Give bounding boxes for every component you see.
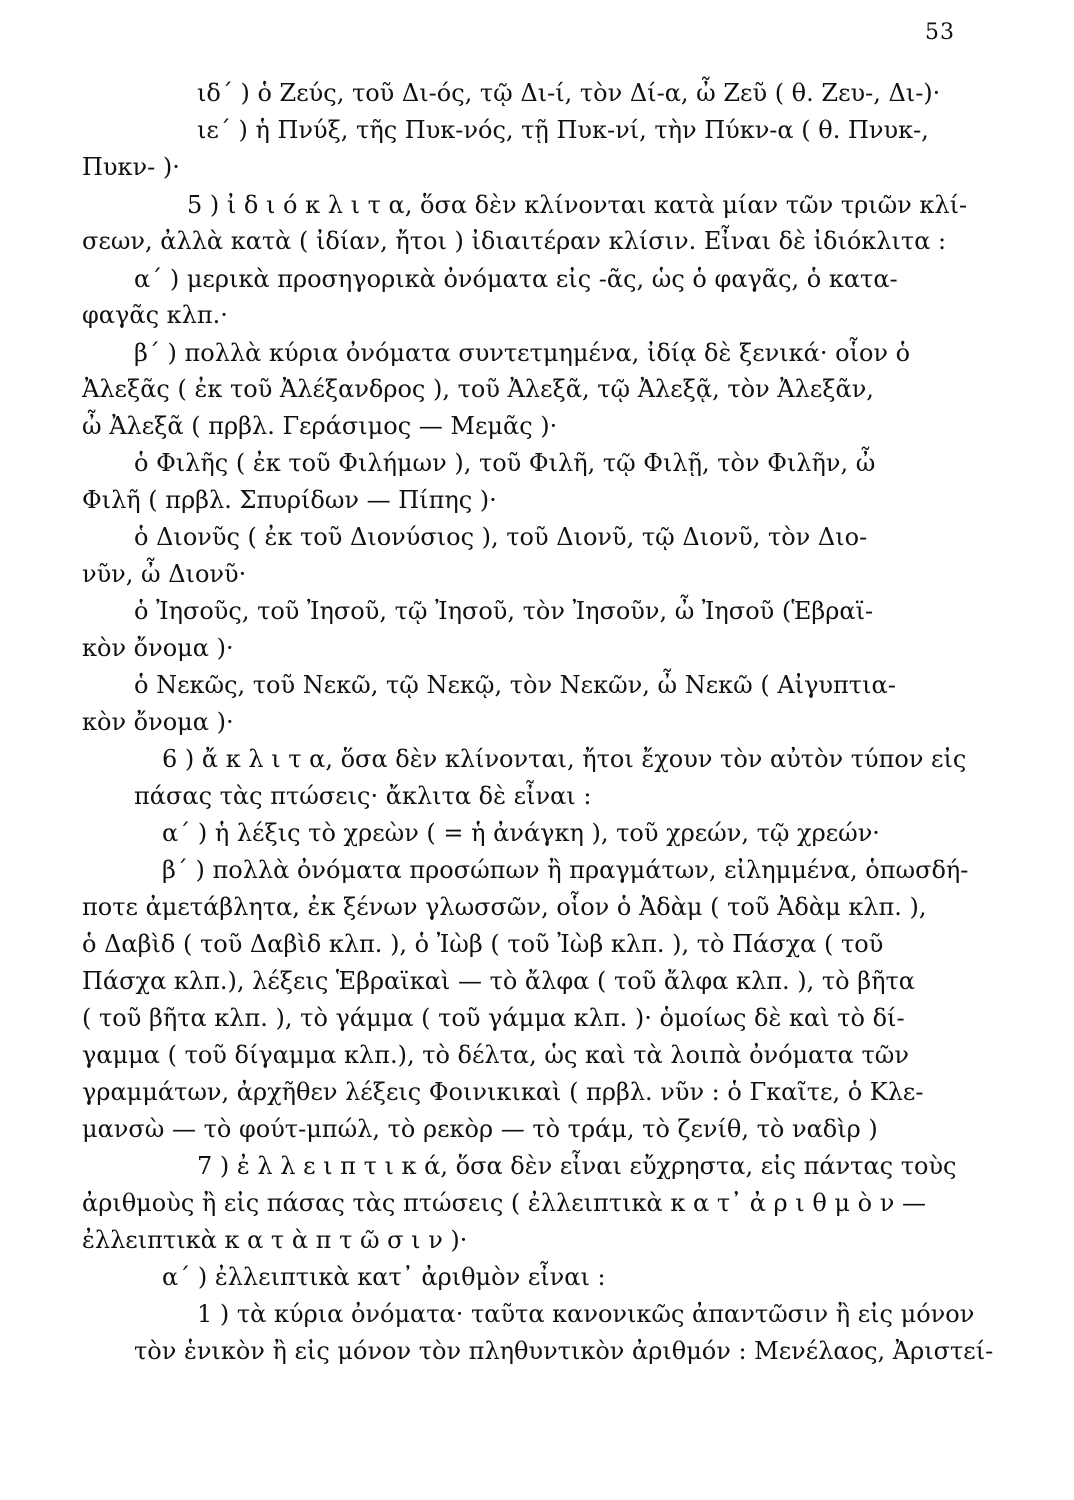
text-line: β΄ ) πολλὰ ὀνόματα προσώπων ἢ πραγμάτων, εἰλημμένα, ὁπωσδή- [162, 856, 969, 884]
text-line: γραμμάτων, ἀρχῆθεν λέξεις Φοινικικαὶ ( πρβλ. νῦν : ὁ Γκαῖτε, ὁ Κλε- [82, 1078, 924, 1106]
text-line: ἀριθμοὺς ἢ εἰς πάσας τὰς πτώσεις ( ἐλλειπτικὰ κ α τ᾽ ἀ ρ ι θ μ ὸ ν — [82, 1189, 926, 1217]
text-line: γαμμα ( τοῦ δίγαμμα κλπ.), τὸ δέλτα, ὡς καὶ τὰ λοιπὰ ὀνόματα τῶν [82, 1041, 909, 1069]
text-line: ὁ Διονῦς ( ἐκ τοῦ Διονύσιος ), τοῦ Διονῦ, τῷ Διονῦ, τὸν Διο- [134, 523, 868, 551]
text-line: ποτε ἀμετάβλητα, ἐκ ξένων γλωσσῶν, οἷον ὁ Ἀδὰμ ( τοῦ Ἀδὰμ κλπ. ), [82, 893, 927, 921]
text-line: μανσὼ — τὸ φούτ-μπώλ, τὸ ρεκὸρ — τὸ τράμ, τὸ ζενίθ, τὸ ναδὶρ ) [82, 1115, 878, 1143]
text-line: ὁ Νεκῶς, τοῦ Νεκῶ, τῷ Νεκῷ, τὸν Νεκῶν, ὦ Νεκῶ ( Αἰγυπτια- [134, 671, 896, 699]
text-line: ὁ Ἰησοῦς, τοῦ Ἰησοῦ, τῷ Ἰησοῦ, τὸν Ἰησοῦν, ὦ Ἰησοῦ (Ἑβραϊ- [134, 597, 874, 625]
text-line: α΄ ) μερικὰ προσηγορικὰ ὀνόματα εἰς -ᾶς, ὡς ὁ φαγᾶς, ὁ κατα- [134, 265, 898, 293]
text-line: Πάσχα κλπ.), λέξεις Ἑβραϊκαὶ — τὸ ἄλφα ( τοῦ ἄλφα κλπ. ), τὸ βῆτα [82, 967, 915, 995]
text-line: 1 ) τὰ κύρια ὀνόματα· ταῦτα κανονικῶς ἀπαντῶσιν ἢ εἰς μόνον [197, 1300, 975, 1328]
text-line: ιδ΄ ) ὁ Ζεύς, τοῦ Δι-ός, τῷ Δι-ί, τὸν Δί-α, ὦ Ζεῦ ( θ. Ζευ-, Δι-)· [197, 79, 941, 107]
text-line: πάσας τὰς πτώσεις· ἄκλιτα δὲ εἶναι : [134, 782, 592, 810]
text-line: Πυκν- )· [82, 153, 180, 181]
text-line: ἐλλειπτικὰ κ α τ ὰ π τ ῶ σ ι ν )· [82, 1226, 468, 1254]
text-line: ιε΄ ) ἡ Πνύξ, τῆς Πυκ-νός, τῇ Πυκ-νί, τὴν Πύκν-α ( θ. Πνυκ-, [197, 116, 929, 144]
text-line: 6 ) ἄ κ λ ι τ α, ὅσα δὲν κλίνονται, ἤτοι ἔχουν τὸν αὐτὸν τύπον εἰς [162, 745, 967, 773]
text-line: τὸν ἑνικὸν ἢ εἰς μόνον τὸν πληθυντικὸν ἀριθμόν : Μενέλαος, Ἀριστεί- [134, 1337, 994, 1365]
text-line: σεων, ἀλλὰ κατὰ ( ἰδίαν, ἤτοι ) ἰδιαιτέραν κλίσιν. Εἶναι δὲ ἰδιόκλιτα : [82, 227, 947, 255]
text-line: Ἀλεξᾶς ( ἐκ τοῦ Ἀλέξανδρος ), τοῦ Ἀλεξᾶ, τῷ Ἀλεξᾷ, τὸν Ἀλεξᾶν, [82, 375, 874, 403]
text-line: 7 ) ἐ λ λ ε ι π τ ι κ ά, ὅσα δὲν εἶναι εὔχρηστα, εἰς πάντας τοὺς [197, 1152, 957, 1180]
text-line: ὦ Ἀλεξᾶ ( πρβλ. Γεράσιμος — Μεμᾶς )· [82, 412, 558, 440]
text-line: κὸν ὄνομα )· [82, 634, 234, 662]
text-line: ( τοῦ βῆτα κλπ. ), τὸ γάμμα ( τοῦ γάμμα κλπ. )· ὁμοίως δὲ καὶ τὸ δί- [82, 1004, 905, 1032]
text-line: φαγᾶς κλπ.· [82, 301, 228, 329]
text-line: Φιλῆ ( πρβλ. Σπυρίδων — Πίπης )· [82, 486, 497, 514]
text-line: β΄ ) πολλὰ κύρια ὀνόματα συντετμημένα, ἰδίᾳ δὲ ξενικά· οἷον ὁ [134, 339, 911, 367]
text-line: α΄ ) ἐλλειπτικὰ κατ᾽ ἀριθμὸν εἶναι : [162, 1263, 606, 1291]
text-line: ὁ Φιλῆς ( ἐκ τοῦ Φιλήμων ), τοῦ Φιλῆ, τῷ Φιλῇ, τὸν Φιλῆν, ὦ [134, 449, 876, 477]
text-line: κὸν ὄνομα )· [82, 708, 234, 736]
text-line: 5 ) ἰ δ ι ό κ λ ι τ α, ὅσα δὲν κλίνονται κατὰ μίαν τῶν τριῶν κλί- [187, 191, 968, 219]
text-line: α΄ ) ἡ λέξις τὸ χρεὼν ( = ἡ ἀνάγκη ), τοῦ χρεών, τῷ χρεών· [162, 819, 880, 847]
text-line: ὁ Δαβὶδ ( τοῦ Δαβὶδ κλπ. ), ὁ Ἰὼβ ( τοῦ Ἰὼβ κλπ. ), τὸ Πάσχα ( τοῦ [82, 930, 884, 958]
text-line: νῦν, ὦ Διονῦ· [82, 560, 247, 588]
page-number: 53 [925, 20, 955, 45]
